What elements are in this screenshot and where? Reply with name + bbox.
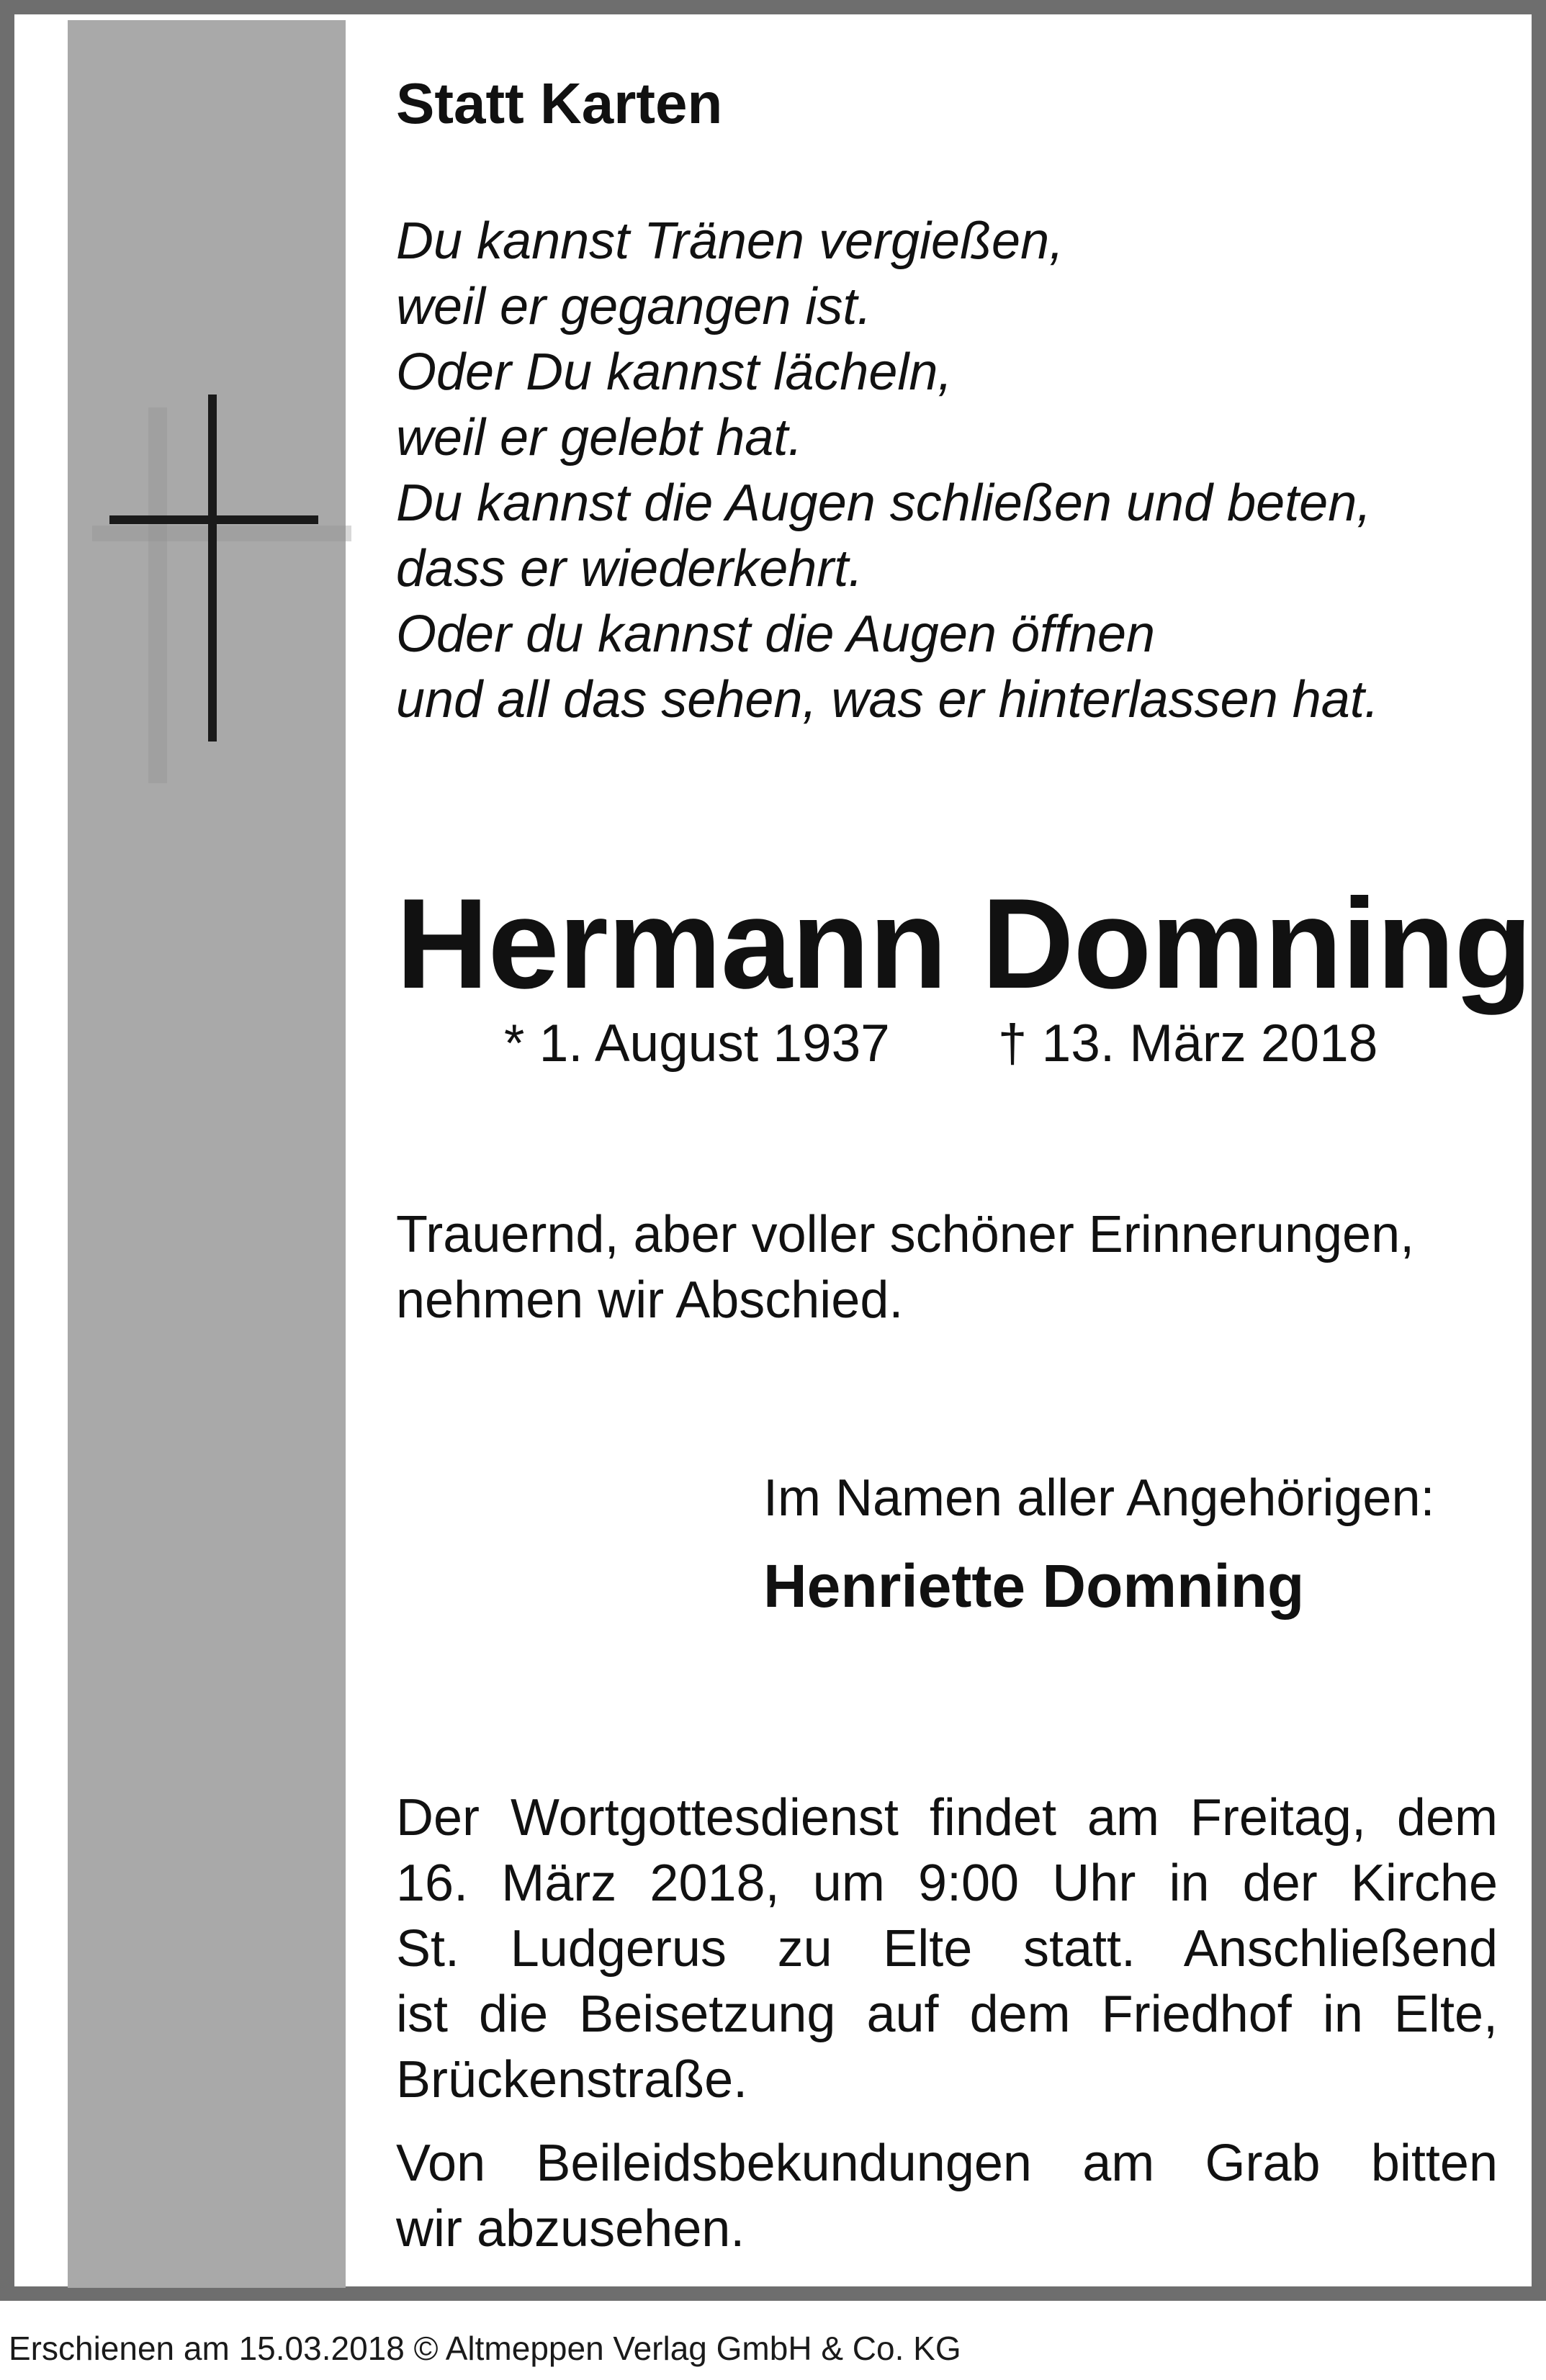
death-date: † 13. März 2018 xyxy=(997,1014,1378,1073)
poem-line: Du kannst Tränen vergießen, xyxy=(396,212,1064,270)
signoff: Im Namen aller Angehörigen: xyxy=(763,1469,1435,1527)
condolence-line: wir abzusehen. xyxy=(396,2200,745,2258)
service-line: ist die Beisetzung auf dem Friedhof in Elte, xyxy=(396,1985,1498,2043)
mourning-line: Trauernd, aber voller schöner Erinnerungen, xyxy=(396,1206,1415,1263)
birth-date: * 1. August 1937 xyxy=(504,1014,890,1073)
poem-line: weil er gegangen ist. xyxy=(396,278,872,335)
notice-heading: Statt Karten xyxy=(396,71,723,135)
mourning-text xyxy=(396,1202,1414,1333)
side-strip xyxy=(68,20,346,2288)
deceased-name: Hermann Domning xyxy=(396,872,1532,1015)
service-line: Der Wortgottesdienst findet am Freitag, dem xyxy=(396,1789,1498,1847)
service-line: 16. März 2018, um 9:00 Uhr in der Kirche xyxy=(396,1854,1498,1912)
mourning-line: nehmen wir Abschied. xyxy=(396,1271,904,1329)
poem-line: Du kannst die Augen schließen und beten, xyxy=(396,474,1372,532)
life-dates xyxy=(504,1014,1378,1073)
service-line: St. Ludgerus zu Elte statt. Anschließend xyxy=(396,1920,1498,1978)
poem-line: dass er wiederkehrt. xyxy=(396,540,863,598)
poem xyxy=(396,209,1379,733)
signer-name: Henriette Domning xyxy=(763,1552,1305,1620)
poem-line: Oder du kannst die Augen öffnen xyxy=(396,605,1156,663)
service-info xyxy=(396,1785,1498,2113)
poem-line: Oder Du kannst lächeln, xyxy=(396,343,953,401)
publication-footer: Erschienen am 15.03.2018 © Altmeppen Verlag GmbH & Co. KG xyxy=(9,2330,961,2367)
poem-line: und all das sehen, was er hinterlassen hat. xyxy=(396,671,1379,729)
poem-line: weil er gelebt hat. xyxy=(396,409,803,466)
condolence-line: Von Beileidsbekundungen am Grab bitten xyxy=(396,2135,1498,2192)
service-line: Brückenstraße. xyxy=(396,2051,748,2109)
cross-icon xyxy=(92,395,351,798)
condolence-note xyxy=(396,2131,1498,2262)
